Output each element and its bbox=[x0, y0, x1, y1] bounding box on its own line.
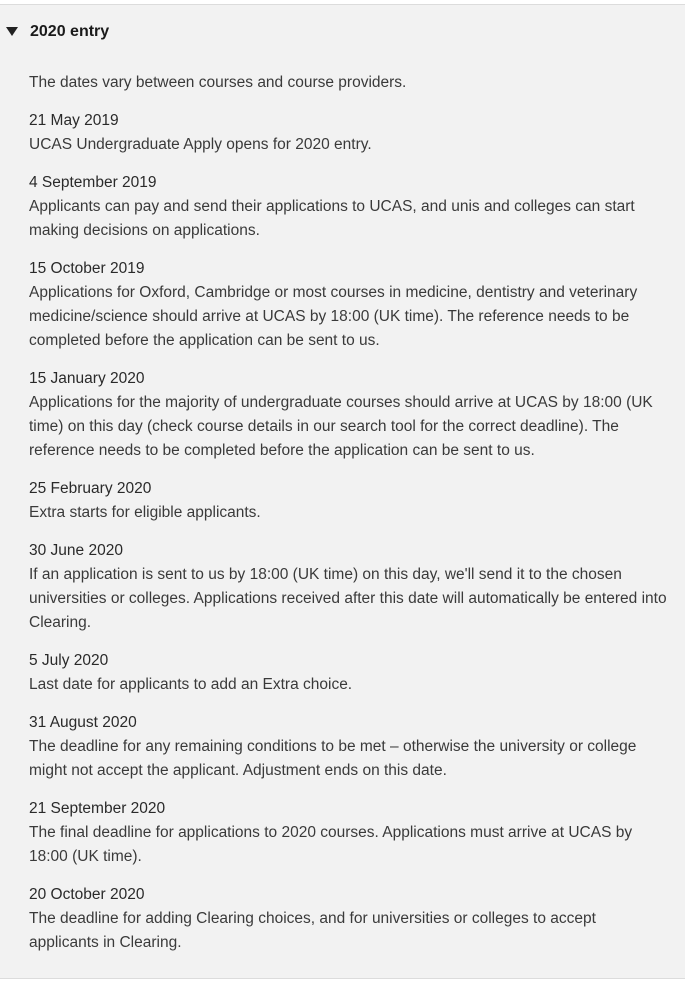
timeline-entry bbox=[29, 649, 669, 697]
entry-description: The deadline for adding Clearing choices, and for universities or colleges to accept applicants in Clearing. bbox=[29, 910, 596, 951]
accordion-content bbox=[29, 71, 669, 969]
intro-text: The dates vary between courses and course providers. bbox=[29, 74, 407, 91]
timeline-entry bbox=[29, 883, 669, 955]
entry-date: 15 January 2020 bbox=[29, 370, 145, 387]
entry-description: If an application is sent to us by 18:00 (UK time) on this day, we'll send it to the chosen universities or colleges. Applications received after this date will automatically be entered into Clearing. bbox=[29, 566, 667, 631]
entry-date: 20 October 2020 bbox=[29, 886, 145, 903]
entry-date: 31 August 2020 bbox=[29, 714, 137, 731]
entry-date: 5 July 2020 bbox=[29, 652, 109, 669]
entry-date: 21 May 2019 bbox=[29, 112, 119, 129]
entry-date: 21 September 2020 bbox=[29, 800, 166, 817]
timeline-entry bbox=[29, 109, 669, 157]
entry-description: Applications for the majority of undergraduate courses should arrive at UCAS by 18:00 (UK time) on this day (check course details in our search tool for the correct deadline). The reference needs to be completed before the application can be sent to us. bbox=[29, 394, 653, 459]
timeline-entry bbox=[29, 539, 669, 635]
entry-description: Applicants can pay and send their applications to UCAS, and unis and colleges can start making decisions on applications. bbox=[29, 198, 635, 239]
timeline-entry bbox=[29, 711, 669, 783]
triangle-down-icon[interactable] bbox=[6, 27, 18, 36]
entry-date: 25 February 2020 bbox=[29, 480, 152, 497]
accordion-header[interactable] bbox=[0, 5, 685, 59]
accordion-panel bbox=[0, 4, 685, 979]
timeline-entry bbox=[29, 257, 669, 353]
entry-description: Last date for applicants to add an Extra choice. bbox=[29, 676, 353, 693]
entry-date: 30 June 2020 bbox=[29, 542, 123, 559]
timeline-entry bbox=[29, 797, 669, 869]
entry-date: 4 September 2019 bbox=[29, 174, 157, 191]
timeline-entry bbox=[29, 171, 669, 243]
section-title[interactable]: 2020 entry bbox=[30, 23, 110, 40]
entry-date: 15 October 2019 bbox=[29, 260, 145, 277]
entry-description: UCAS Undergraduate Apply opens for 2020 entry. bbox=[29, 136, 372, 153]
entry-description: Extra starts for eligible applicants. bbox=[29, 504, 261, 521]
timeline-entry bbox=[29, 477, 669, 525]
entry-description: Applications for Oxford, Cambridge or most courses in medicine, dentistry and veterinary medicine/science should arrive at UCAS by 18:00 (UK time). The reference needs to be completed before the application can be sent to us. bbox=[29, 284, 638, 349]
timeline-entry bbox=[29, 367, 669, 463]
entry-description: The deadline for any remaining conditions to be met – otherwise the university or college might not accept the applicant. Adjustment ends on this date. bbox=[29, 738, 637, 779]
entry-description: The final deadline for applications to 2020 courses. Applications must arrive at UCAS by 18:00 (UK time). bbox=[29, 824, 633, 865]
